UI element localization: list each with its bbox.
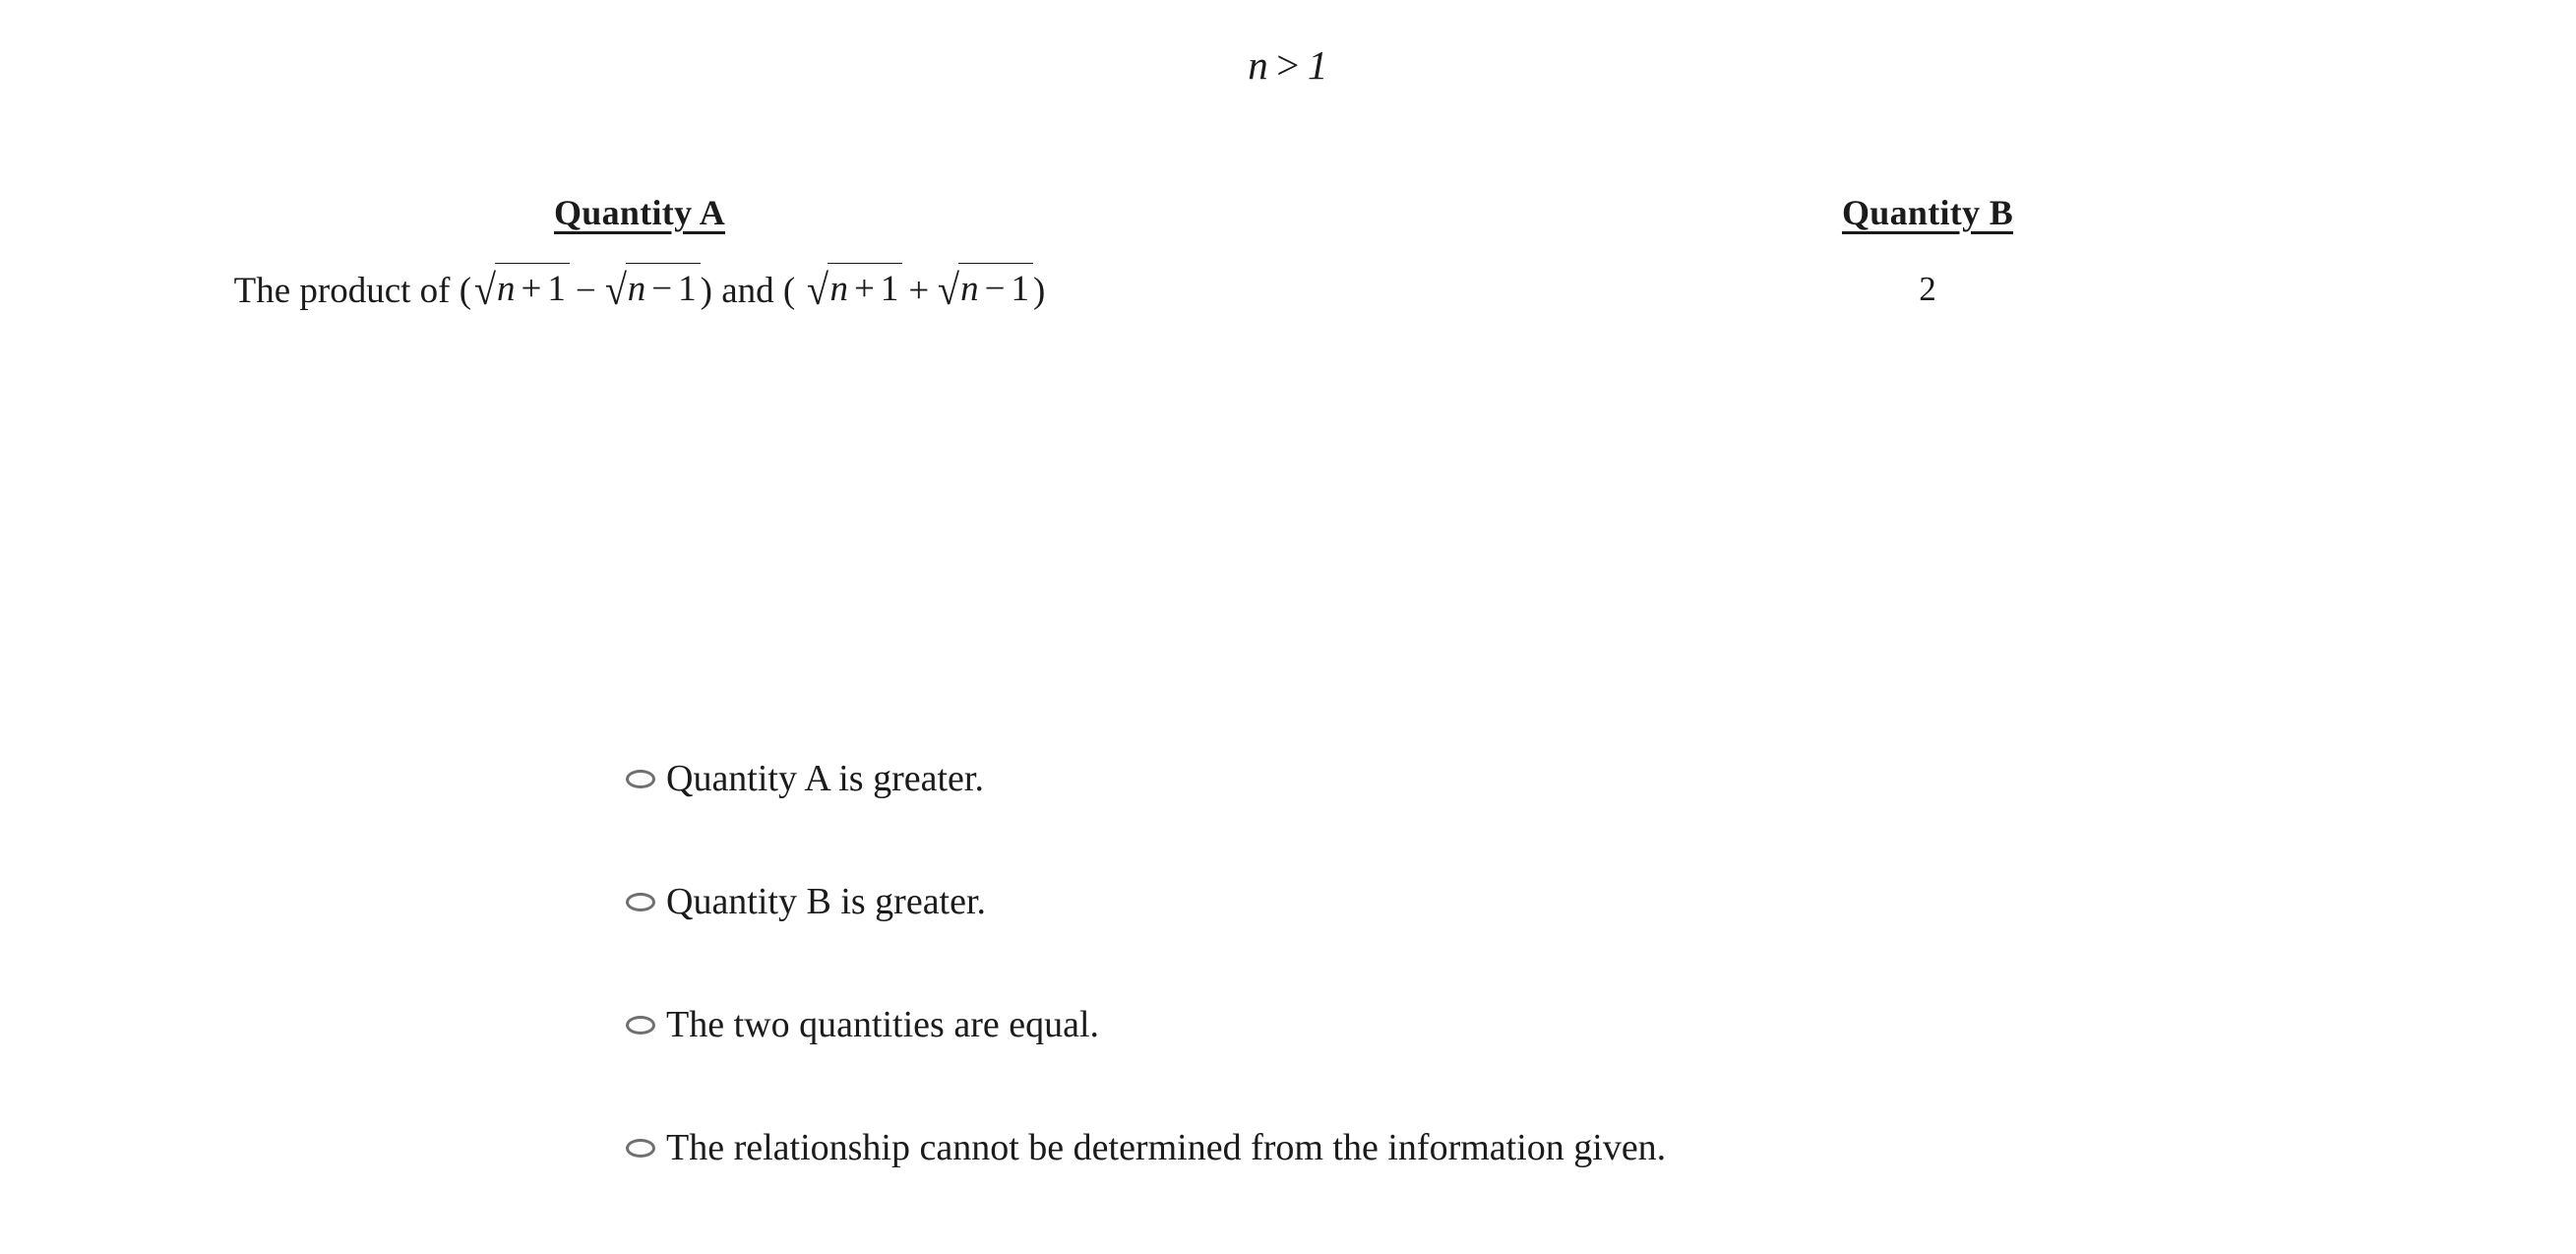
radio-button-icon[interactable]	[626, 893, 655, 911]
sqrt2-operand-left: n	[627, 269, 646, 309]
sqrt3-operand-left: n	[829, 269, 848, 309]
sqrt-n-plus-1-first	[471, 265, 570, 318]
radical-sign-icon: √	[474, 267, 497, 314]
sqrt4-operand-right: 1	[1011, 269, 1030, 309]
quantity-comparison	[0, 192, 2576, 318]
radio-button-icon[interactable]	[626, 1016, 655, 1035]
radio-button-icon[interactable]	[626, 1139, 655, 1158]
quantity-a-text-before: The product of (	[233, 271, 472, 311]
quantity-a-heading: Quantity A	[553, 193, 726, 232]
option-label: The relationship cannot be determined from the information given.	[666, 1127, 1667, 1168]
sqrt-n-minus-1-second	[935, 265, 1033, 318]
option-label: Quantity B is greater.	[666, 881, 987, 922]
radical-sign-icon: √	[938, 267, 960, 314]
expr-plus-operator: +	[908, 271, 930, 311]
expr-minus-operator: −	[575, 271, 596, 311]
sqrt3-operand-right: 1	[880, 269, 899, 309]
condition-statement	[0, 41, 2576, 89]
option-quantities-equal[interactable]	[626, 994, 2397, 1055]
radical-sign-icon: √	[604, 267, 627, 314]
sqrt2-operator: −	[651, 269, 673, 309]
sqrt1-operator: +	[521, 269, 542, 309]
radio-button-icon[interactable]	[626, 770, 655, 788]
sqrt2-operand-right: 1	[678, 269, 697, 309]
option-label: Quantity A is greater.	[666, 758, 984, 799]
condition-relation: >	[1276, 42, 1300, 88]
condition-value: 1	[1307, 42, 1328, 88]
quantity-b-heading: Quantity B	[1841, 193, 2014, 232]
sqrt1-operand-left: n	[497, 269, 516, 309]
quantity-a-column	[0, 192, 1279, 318]
quantity-a-text-after: )	[1033, 271, 1046, 311]
sqrt1-operand-right: 1	[547, 269, 566, 309]
option-cannot-be-determined[interactable]	[626, 1117, 2397, 1178]
quantity-b-value: 2	[1919, 270, 1936, 308]
sqrt3-operator: +	[853, 269, 875, 309]
sqrt4-operand-left: n	[960, 269, 979, 309]
sqrt-n-plus-1-second	[804, 265, 902, 318]
radical-sign-icon: √	[807, 267, 829, 314]
condition-variable: n	[1248, 42, 1269, 88]
option-quantity-b-greater[interactable]	[626, 871, 2397, 932]
quantity-b-column	[1279, 192, 2576, 318]
quantity-a-text-middle: ) and (	[700, 271, 796, 311]
quantity-a-expression	[0, 265, 1279, 318]
option-label: The two quantities are equal.	[666, 1004, 1100, 1045]
option-quantity-a-greater[interactable]	[626, 748, 2397, 809]
sqrt-n-minus-1-first	[602, 265, 701, 318]
answer-options	[626, 748, 2397, 1240]
sqrt4-operator: −	[984, 269, 1006, 309]
